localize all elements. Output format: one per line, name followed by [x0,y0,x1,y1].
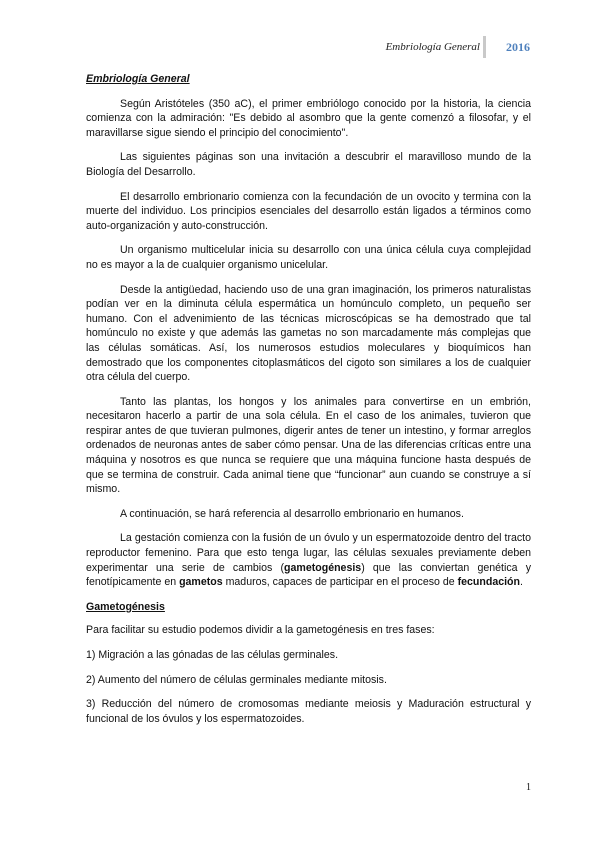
paragraph-humans: A continuación, se hará referencia al desarrollo embrionario en humanos. [120,507,464,520]
paragraph-aristoteles: Según Aristóteles (350 aC), el primer embriólogo conocido por la historia, la ciencia comienza con la admiración: "Es debido al asombro que la gente comenzó a filosofar, y el maravillarse sigue siendo el principio del conocimiento". [86,97,531,139]
page-header [300,36,530,58]
gestation-text-3: maduros, capaces de participar en el proceso de [222,576,458,589]
section-intro: Para facilitar su estudio podemos dividir a la gametogénesis en tres fases: [86,624,435,637]
phase-item: 1) Migración a las gónadas de las células germinales. [86,649,339,661]
header-divider [483,36,486,58]
term-fecundacion: fecundación [457,576,521,589]
page-number: 1 [526,782,531,793]
phase-item: 2) Aumento del número de células germinales mediante mitosis. [86,673,387,686]
gestation-text-2: ) que las conviertan genética y fenotípicamente en [86,561,531,589]
gestation-text-1: La gestación comienza con la fusión de un óvulo y un espermatozoide dentro del tracto reproductor femenino. Para que esto tenga lugar, las células sexuales previamente deben experimentar una serie de cambios ( [86,532,531,574]
paragraph-plants-animals: Tanto las plantas, los hongos y los animales para convertirse en un embrión, necesitaron hacerlo a partir de una sola célula. En el caso de los animales, tuvieron que respirar antes de que tuvieran pulmones, digerir antes de tener un intestino, y formar arreglos ordenados de neuronas antes de saber cómo pensar. Una de las diferencias críticas entre una máquina y nosotros es que nunca se requiere que una máquina funcione hasta después de que se termina de construir. Cada animal tiene que “funcionar” aun cuando se construye a sí mismo. [86,395,531,496]
gestation-text-4: . [520,576,523,589]
paragraph-invitation: Las siguientes páginas son una invitación a descubrir el maravilloso mundo de la Biología del Desarrollo. [86,151,531,178]
paragraph-homunculus: Desde la antigüedad, haciendo uso de una gran imaginación, los primeros naturalistas podían ver en la diminuta célula espermática un homúnculo completo, un pequeño ser humano. Con el advenimiento de las técnicas microscópicas se ha demostrado que tal homúnculo no existe y que además las gametas no son marcadamente más complejas que las células somáticas. Así, los numerosos estudios moleculares y bioquímicos han demostrado que los componentes citoplasmáticos del cigoto son similares a los de cualquier otra célula del cuerpo. [86,283,531,384]
document-title: Embriología General [86,73,190,85]
header-title: Embriología General [385,41,480,53]
paragraph-development: El desarrollo embrionario comienza con la fecundación de un ovocito y termina con la muerte del individuo. Los principios esenciales del desarrollo están ligados a términos como auto-organización y auto-construcción. [86,190,531,232]
paragraph-multicellular: Un organismo multicelular inicia su desarrollo con una única célula cuya complejidad no es mayor a la de cualquier organismo unicelular. [86,244,531,271]
term-gametos: gametos [179,576,223,589]
term-gametogenesis: gametogénesis [284,561,362,574]
document-body [86,72,531,736]
section-title-gametogenesis: Gametogénesis [86,600,165,613]
paragraph-gestation [86,531,531,589]
phase-item: 3) Reducción del número de cromosomas mediante meiosis y Maduración estructural y funcional de los óvulos y los espermatozoides. [86,698,531,725]
header-year: 2016 [506,40,530,54]
